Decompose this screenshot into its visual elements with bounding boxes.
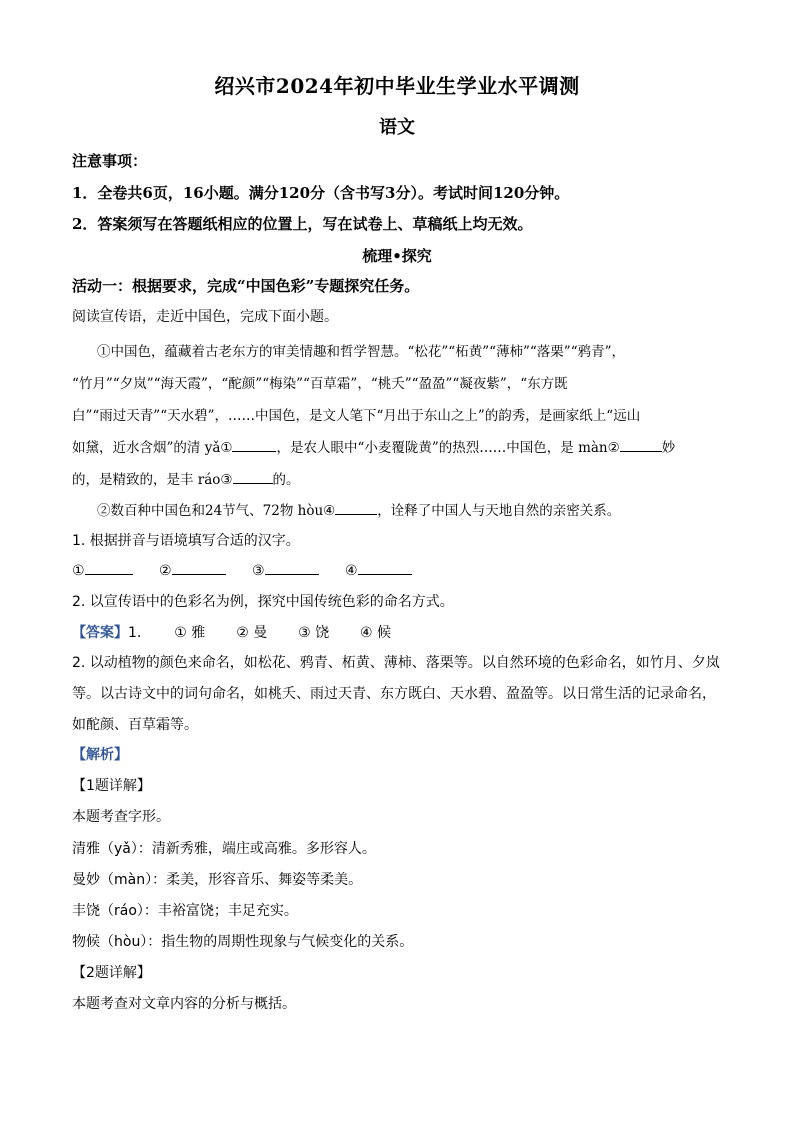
- answer-char: 曼: [253, 625, 268, 641]
- answer-blank: [358, 560, 412, 575]
- section-title: 梳理•探究: [362, 247, 432, 265]
- passage-text: 的，是精致的，是丰 ráo③: [72, 472, 233, 488]
- detail-1-line4: 物候（hòu）：指生物的周期性现象与气候变化的关系。: [72, 934, 414, 950]
- detail-2-intro: 本题考查对文章内容的分析与概括。: [72, 996, 296, 1012]
- answer-blank: [172, 560, 226, 575]
- blank-3: [233, 469, 273, 484]
- detail-1-line2: 曼妙（màn）：柔美，形容音乐、舞姿等柔美。: [72, 872, 363, 888]
- passage-p1-line5: [72, 468, 300, 488]
- answer-mark: ③: [298, 625, 311, 641]
- answer-line-1: [72, 622, 391, 642]
- notice-heading: 注意事项：: [72, 152, 148, 170]
- answer-mark: ①: [174, 625, 187, 641]
- answer-label: 【答案】: [72, 625, 128, 641]
- detail-1-line3: 丰饶（ráo）：丰裕富饶；丰足充实。: [72, 903, 298, 919]
- passage-text: ②数百种中国色和24节气、72物 hòu④: [97, 503, 336, 519]
- passage-p1-line3: 白”“雨过天青”“天水碧”，……中国色，是文人笔下“月出于东山之上”的韵秀，是画家纸上“远山: [72, 408, 641, 424]
- answer-blank: [265, 560, 319, 575]
- intro-text: 阅读宣传语，走近中国色，完成下面小题。: [72, 309, 338, 325]
- answer-char: 饶: [315, 625, 330, 641]
- passage-text: ，诠释了中国人与天地自然的亲密关系。: [377, 503, 621, 519]
- passage-p1-line1: ①中国色，蕴藏着古老东方的审美情趣和哲学智慧。“松花”“柘黄”“薄柿”“落栗”“鸦青”，: [97, 344, 626, 360]
- answer-char: 候: [377, 625, 392, 641]
- blank-label: ③: [252, 563, 265, 579]
- blank-label: ④: [345, 563, 358, 579]
- detail-1-intro: 本题考查字形。: [72, 809, 170, 825]
- blank-4: [335, 500, 377, 515]
- answer-q2-line2: 等。以古诗文中的词句命名，如桃夭、雨过天青、东方既白、天水碧、盈盈等。以日常生活的记录命名，: [72, 686, 716, 702]
- exam-subject: 语文: [379, 117, 415, 138]
- answer-char: 雅: [191, 625, 206, 641]
- blank-2: [620, 437, 662, 452]
- detail-1-heading: 【1题详解】: [72, 778, 151, 794]
- passage-text: ，是农人眼中“小麦覆陇黄”的热烈……中国色，是 màn②: [276, 440, 620, 456]
- passage-text: 妙: [661, 440, 676, 456]
- passage-p1-line2: “竹月”“夕岚”“海天霞”，“酡颜”“梅染”“百草霜”，“桃夭”“盈盈”“凝夜紫”，“东方既: [72, 376, 568, 392]
- blank-label: ①: [72, 563, 85, 579]
- question-2: 2. 以宣传语中的色彩名为例，探究中国传统色彩的命名方式。: [72, 594, 454, 610]
- blank-label: ②: [159, 563, 172, 579]
- answer-num: 1.: [128, 625, 142, 641]
- notice-item-1: 1．全卷共6页，16小题。满分120分（含书写3分）。考试时间120分钟。: [72, 184, 570, 202]
- detail-2-heading: 【2题详解】: [72, 965, 151, 981]
- question-1-blanks: [72, 560, 412, 579]
- passage-text: 的。: [272, 472, 300, 488]
- analysis-label: 【解析】: [72, 747, 128, 763]
- exam-title: 绍兴市2024年初中毕业生学业水平调测: [214, 74, 580, 98]
- answer-mark: ④: [360, 625, 373, 641]
- answer-q2-line3: 如酡颜、百草霜等。: [72, 717, 198, 733]
- blank-1: [232, 437, 276, 452]
- notice-item-2: 2．答案须写在答题纸相应的位置上，写在试卷上、草稿纸上均无效。: [72, 215, 533, 233]
- passage-p1-line4: [72, 436, 675, 456]
- answer-blank: [85, 560, 133, 575]
- answer-q2-line1: 2. 以动植物的颜色来命名，如松花、鸦青、柘黄、薄柿、落栗等。以自然环境的色彩命名，如竹月、夕岚: [72, 655, 720, 671]
- activity-heading: 活动一：根据要求，完成“中国色彩”专题探究任务。: [72, 277, 420, 295]
- question-1: 1. 根据拼音与语境填写合适的汉字。: [72, 533, 300, 549]
- detail-1-line1: 清雅（yǎ）：清新秀雅，端庄或高雅。多形容人。: [72, 841, 376, 857]
- passage-text: 如黛，近水含烟”的清 yǎ①: [72, 440, 233, 456]
- answer-mark: ②: [236, 625, 249, 641]
- passage-p2: [97, 499, 620, 519]
